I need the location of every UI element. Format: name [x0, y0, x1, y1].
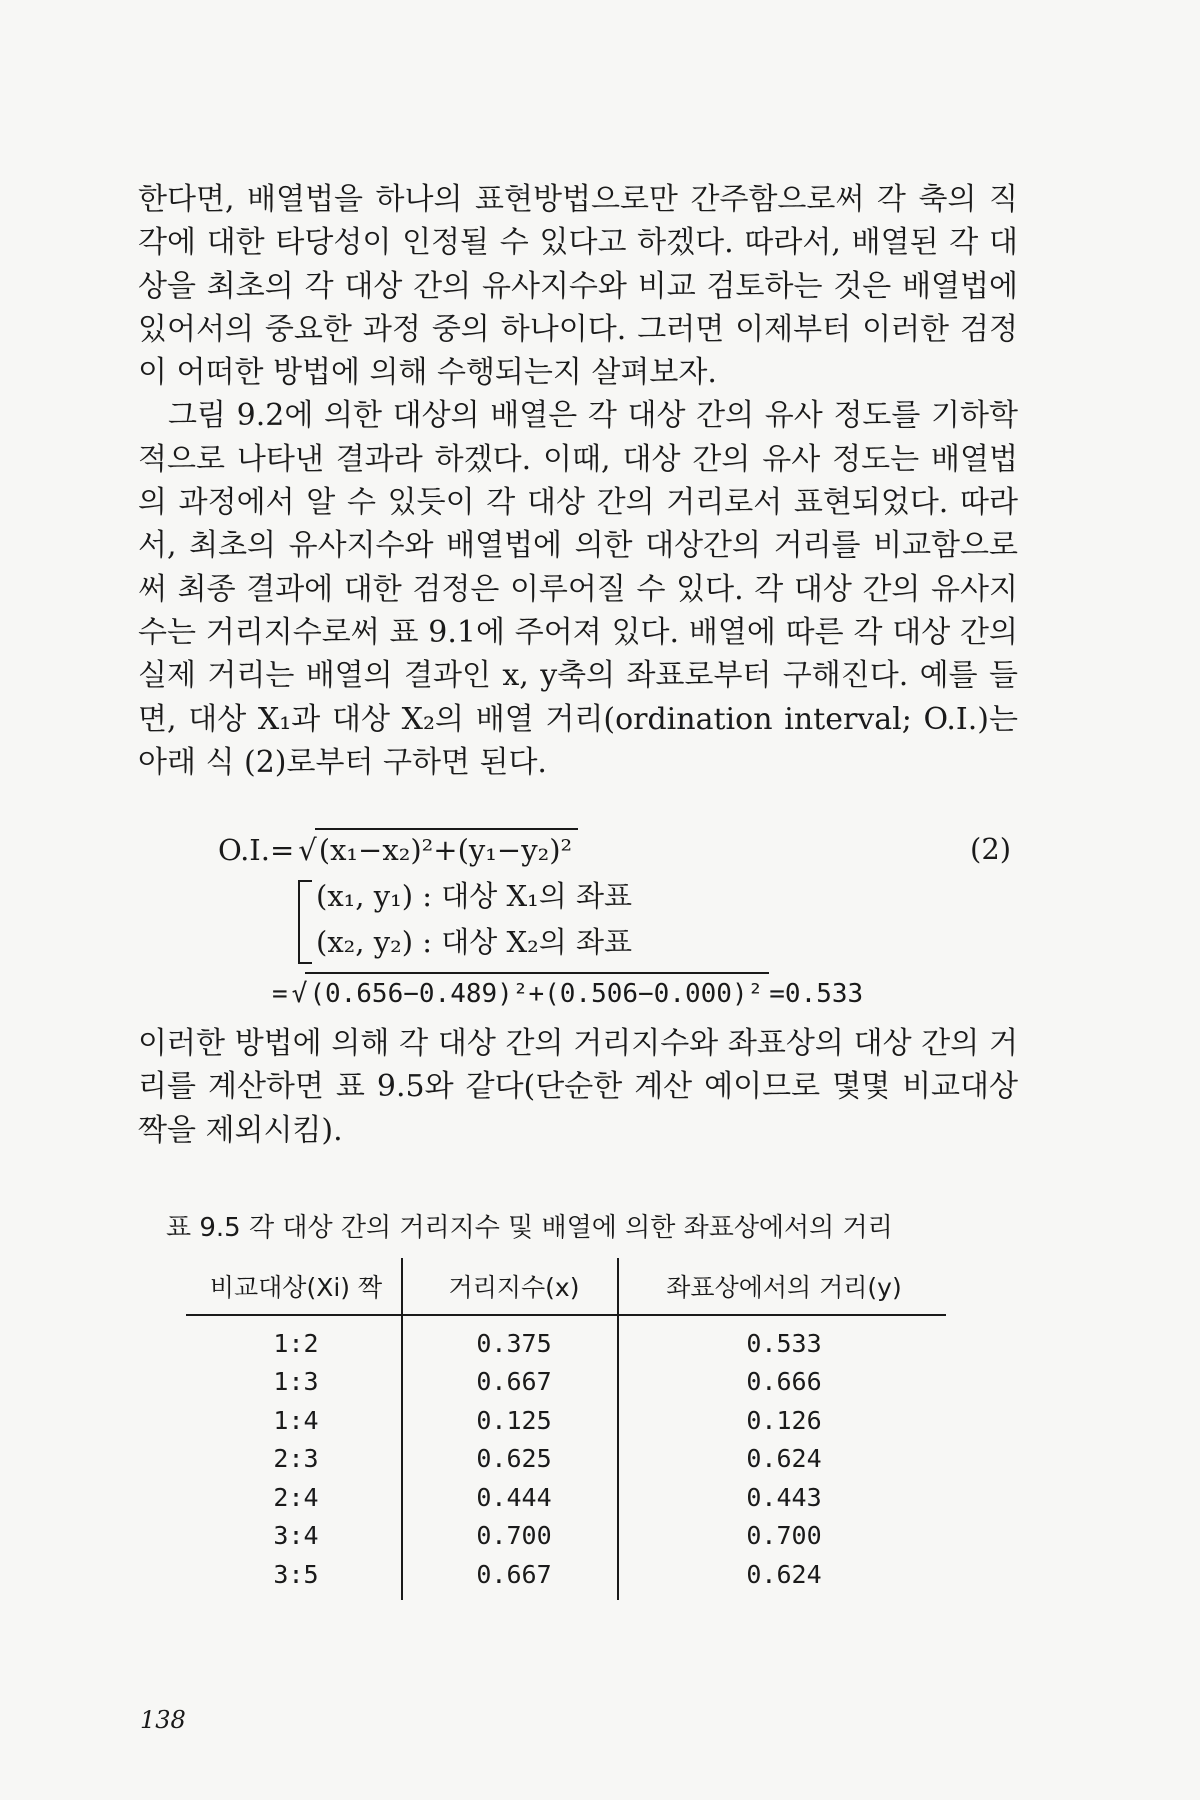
table-cell: 0.444	[476, 1482, 552, 1512]
page-number: 138	[140, 1706, 186, 1734]
table-cell: 1:2	[273, 1328, 319, 1358]
legend-line-2: (x₂, y₂) : 대상 X₂의 좌표	[316, 925, 633, 959]
table-column-divider	[401, 1258, 403, 1600]
table-row	[186, 1478, 946, 1517]
table-row	[186, 1324, 946, 1363]
table-header-row	[186, 1258, 946, 1316]
equation-computation	[272, 972, 863, 1014]
table-header-pair: 비교대상(Xi) 짝	[209, 1273, 383, 1302]
table-column-divider	[617, 1258, 619, 1600]
table-cell: 2:4	[273, 1482, 319, 1512]
table-cell: 0.443	[746, 1482, 822, 1512]
paragraph-2: 그림 9.2에 의한 대상의 배열은 각 대상 간의 유사 정도를 기하학적으로 나타낸 결과라 하겠다. 이때, 대상 간의 유사 정도는 배열법의 과정에서 알 수 있듯이 각 대상 간의 거리로서 표현되었다. 따라서, 최초의 유사지수와 배열법에 의한 대상간의 거리를 비교함으로써 최종 결과에 대한 검정은 이루어질 수 있다. 각 대상 간의 유사지수는 거리지수로써 표 9.1에 주어져 있다. 배열에 따른 각 대상 간의 실제 거리는 배열의 결과인 x, y축의 좌표로부터 구해진다. 예를 들면, 대상 X₁과 대상 X₂의 배열 거리(ordination interval; O.I.)는 아래 식 (2)로부터 구하면 된다.	[138, 398, 1018, 780]
table-row	[186, 1440, 946, 1479]
table-cell: 3:5	[273, 1559, 319, 1589]
table-cell: 0.533	[746, 1328, 822, 1358]
table-cell: 0.666	[746, 1367, 822, 1397]
table-cell: 0.624	[746, 1444, 822, 1474]
eq2-result: =0.533	[769, 979, 864, 1009]
table-caption: 표 9.5 각 대상 간의 거리지수 및 배열에 의한 좌표상에서의 거리	[166, 1213, 893, 1243]
eq2-radicand: (0.656−0.489)²+(0.506−0.000)²	[305, 972, 769, 1014]
table-cell: 0.126	[746, 1405, 822, 1435]
legend-bracket	[298, 880, 312, 964]
table-header-distance-index: 거리지수(x)	[448, 1273, 580, 1302]
sqrt-symbol-2: √(0.656−0.489)²+(0.506−0.000)²	[288, 972, 770, 1014]
table-cell: 0.375	[476, 1328, 552, 1358]
table-cell: 0.667	[476, 1367, 552, 1397]
table-cell: 1:4	[273, 1405, 319, 1435]
paragraph-3: 이러한 방법에 의해 각 대상 간의 거리지수와 좌표상의 대상 간의 거리를 계산하면 표 9.5와 같다(단순한 계산 예이므로 몇몇 비교대상 짝을 제외시킴).	[138, 1026, 1018, 1148]
eq2-prefix: =	[272, 979, 288, 1009]
body-text	[138, 178, 1018, 784]
table-cell: 0.624	[746, 1559, 822, 1589]
table-cell: 1:3	[273, 1367, 319, 1397]
sqrt-symbol: √(x₁−x₂)²+(y₁−y₂)²	[294, 828, 578, 870]
table-cell: 0.700	[476, 1521, 552, 1551]
table-cell: 3:4	[273, 1521, 319, 1551]
paragraph-1: 한다면, 배열법을 하나의 표현방법으로만 간주함으로써 각 축의 직각에 대한 타당성이 인정될 수 있다고 하겠다. 따라서, 배열된 각 대상을 최초의 각 대상 간의 유사지수와 비교 검토하는 것은 배열법에 있어서의 중요한 과정 중의 하나이다. 그러면 이제부터 이러한 검정이 어떠한 방법에 의해 수행되는지 살펴보자.	[138, 182, 1018, 391]
data-table	[186, 1258, 946, 1594]
equation-oi	[218, 828, 578, 870]
equation-lhs: O.I.=	[218, 833, 295, 867]
table-cell: 0.700	[746, 1521, 822, 1551]
table-row	[186, 1401, 946, 1440]
table-row	[186, 1517, 946, 1556]
legend-line-1: (x₁, y₁) : 대상 X₁의 좌표	[316, 879, 633, 913]
table-cell: 2:3	[273, 1444, 319, 1474]
table-cell: 0.125	[476, 1405, 552, 1435]
table-row	[186, 1555, 946, 1594]
table-row	[186, 1363, 946, 1402]
equation-radicand: (x₁−x₂)²+(y₁−y₂)²	[315, 828, 578, 870]
table-cell: 0.625	[476, 1444, 552, 1474]
table-cell: 0.667	[476, 1559, 552, 1589]
table-header-coordinate-distance: 좌표상에서의 거리(y)	[666, 1273, 902, 1302]
equation-number: (2)	[970, 832, 1012, 866]
